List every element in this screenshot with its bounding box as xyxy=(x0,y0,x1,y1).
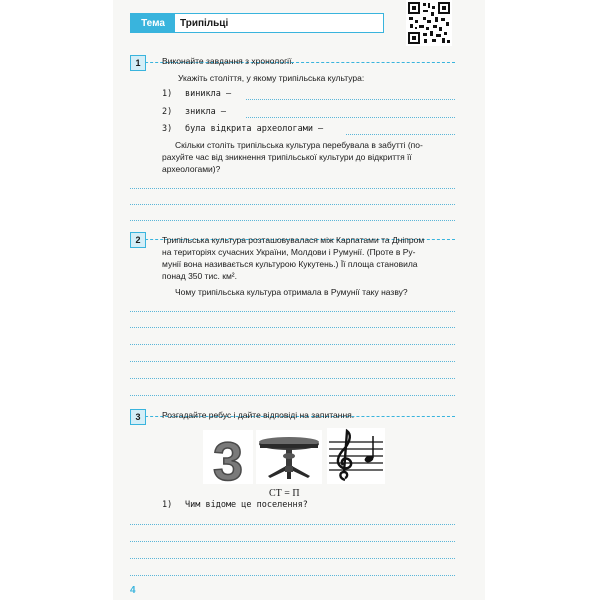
task2-line2: на територіях сучасних України, Молдови і Румунії. (Проте в Ру- xyxy=(162,247,416,257)
task2-answer-line[interactable] xyxy=(130,344,455,345)
task1-intro: Виконайте завдання з хронології. xyxy=(162,56,294,66)
task1-extra-line3: археологами)? xyxy=(162,164,221,174)
task1-answer-line[interactable] xyxy=(130,188,455,189)
topic-label: Тема xyxy=(131,14,175,32)
task1-item2-label: зникла — xyxy=(185,107,226,117)
task3-q1: Чим відоме це поселення? xyxy=(185,500,308,510)
task1-answer-line[interactable] xyxy=(130,220,455,221)
task1-item3-label: була відкрита археологами — xyxy=(185,124,324,134)
task1-answer-line[interactable] xyxy=(130,204,455,205)
task2-answer-line[interactable] xyxy=(130,311,455,312)
task1-item2-answer-line[interactable] xyxy=(246,117,455,118)
task2-answer-line[interactable] xyxy=(130,327,455,328)
task2-number: 2 xyxy=(130,232,146,248)
qr-code-icon[interactable] xyxy=(406,0,452,46)
task2-line1: Трипільська культура розташовувалася між Карпатами та Дніпром xyxy=(162,235,425,245)
task1-item1-number: 1) xyxy=(162,89,173,99)
task1-item1-answer-line[interactable] xyxy=(246,99,455,100)
task1-extra-line1: Скільки століть трипільська культура перебувала в забутті (по- xyxy=(175,140,423,150)
task1-item2-number: 2) xyxy=(162,107,173,117)
page-number: 4 xyxy=(130,585,136,596)
task2-answer-line[interactable] xyxy=(130,361,455,362)
task3-q1-number: 1) xyxy=(162,500,173,510)
task2-line3: мунії вона називається культурою Кукутень.) Її площа становила xyxy=(162,259,418,269)
task3-answer-line[interactable] xyxy=(130,524,455,525)
task1-item3-answer-line[interactable] xyxy=(346,134,455,135)
topic-header xyxy=(130,13,384,33)
task1-item3-number: 3) xyxy=(162,124,173,134)
rebus-hint: СТ = П xyxy=(269,488,300,499)
task2-question: Чому трипільська культура отримала в Румунії таку назву? xyxy=(175,287,408,297)
task2-line4: понад 350 тис. км². xyxy=(162,271,237,281)
task2-answer-line[interactable] xyxy=(130,378,455,379)
task2-answer-line[interactable] xyxy=(130,395,455,396)
rebus-digit-three-picture xyxy=(203,430,253,484)
task3-intro: Розгадайте ребус і дайте відповіді на запитання. xyxy=(162,410,355,420)
task3-answer-line[interactable] xyxy=(130,541,455,542)
topic-title: Трипільці xyxy=(180,17,229,29)
task3-number: 3 xyxy=(130,409,146,425)
task1-question: Укажіть століття, у якому трипільська культура: xyxy=(178,73,365,83)
rebus-digit-three: 3 xyxy=(212,432,244,484)
rebus-table-icon xyxy=(256,430,322,484)
task1-extra-line2: рахуйте час від зникнення трипільської культури до відкриття її xyxy=(162,152,412,162)
task3-answer-line[interactable] xyxy=(130,575,455,576)
task1-number: 1 xyxy=(130,55,146,71)
task3-answer-line[interactable] xyxy=(130,558,455,559)
task1-item1-label: виникла — xyxy=(185,89,232,99)
rebus-treble-clef-icon xyxy=(327,428,385,484)
